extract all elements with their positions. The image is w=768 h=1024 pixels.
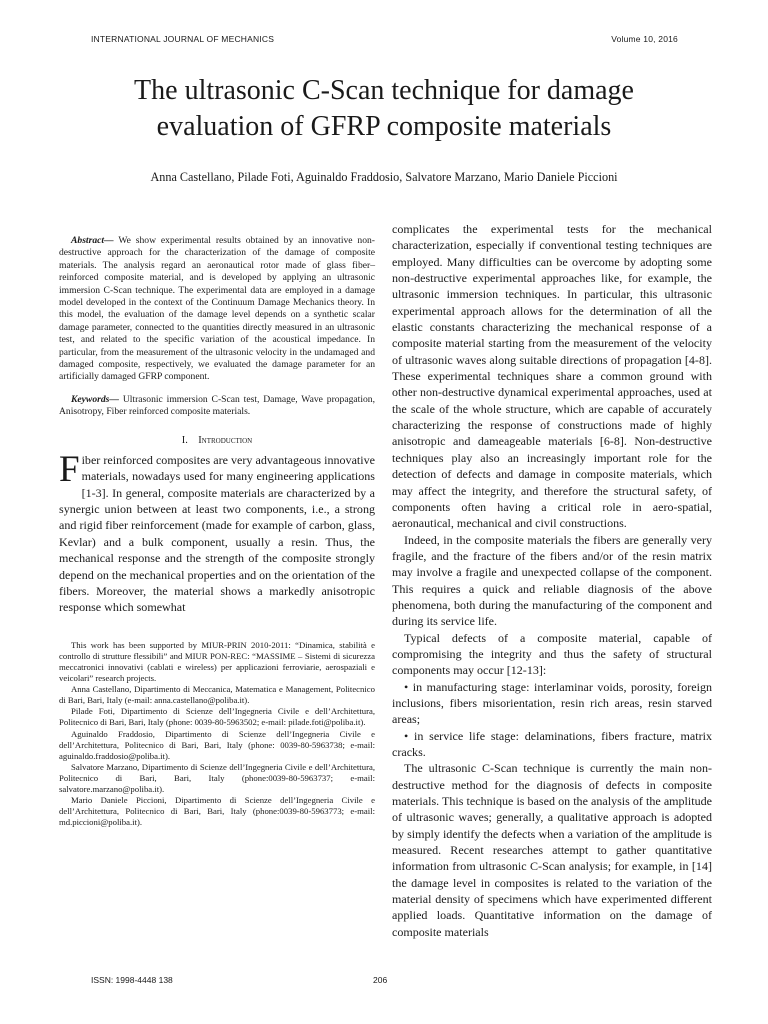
volume-label: Volume 10, 2016 (611, 34, 678, 44)
footnote-funding: This work has been supported by MIUR-PRIN 2010-2011: “Dinamica, stabilità e controllo di strutture flessibili” and MIUR PON-REC: “MASSIME – Sistemi di sicurezza meccatronici innovativi (cablati e wireless) per applicazioni ferroviarie, aerospaziali e veicolari” research projects. (59, 639, 375, 684)
issn-label (91, 975, 173, 985)
running-header (91, 34, 678, 44)
abstract-label: Abstract— (71, 235, 114, 246)
section-heading (59, 435, 375, 446)
footnote-author: Mario Daniele Piccioni, Dipartimento di Scienze dell’Ingegneria Civile e dell’Architettura, Politecnico di Bari, Bari, Italy (phone:0039-80-5963773; e-mail: md.piccioni@poliba.it). (59, 795, 375, 828)
intro-paragraph (59, 448, 375, 616)
author-list: Anna Castellano, Pilade Foti, Aguinaldo Fraddosio, Salvatore Marzano, Mario Daniele Piccioni (150, 170, 618, 184)
body-paragraph: complicates the experimental tests for the mechanical characterization, especially if conventional testing techniques are employed. Many difficulties can be overcome by adopting some non-destructive experimental approaches like, for example, the ultrasonic immersion techniques. In particular, this ultrasonic experimental approach allows for the determination of all the elastic constants characterizing the mechanical response of a composite material starting from the measurement of the velocity of ultrasonic waves along suitable directions of propagation [4-8]. These experimental techniques share a common ground with other non-destructive dynamical experimental approaches, used at the scale of the whole structure, which are capable of accurately characterizing the response of constructions made of highly anisotropic and dameageable materials [6-8]. Non-destructive techniques play also an increasingly important role for the detection of defects and damage in composite materials, which may affect the integrity, and therefore the structural safety, of components often having a critical role in aero-spatial, aeronautical, mechanical and civil constructions. (392, 222, 712, 531)
keywords-label: Keywords— (71, 393, 119, 405)
abstract-text: We show experimental results obtained by an innovative non-destructive approach for the characterization of the damage of composite materials. The analysis regard an aeronautical rotor made of glass fiber–reinforced composite material, and is developed by applying an ultrasonic immersion C-Scan technique. The experimental data are employed in a damage model developed in the context of the Continuum Damage Mechanics theory. In this model, the evaluation of the damage level depends on a synthetic scalar damage parameter, connected to the quantities directly measured in an ultrasonic test, and related to the specific variation of the acoustical impedance. In particular, from the measurement of the ultrasonic velocity in the undamaged and damaged composite, respectively, we evaluated the damage parameter for an artificially damaged GFRP component. (59, 235, 375, 383)
footnote-author: Salvatore Marzano, Dipartimento di Scienze dell’Ingegneria Civile e dell’Architettura, Politecnico di Bari, Bari, Italy (phone:0039-80-5963737; e-mail: salvatore.marzano@poliba.it). (59, 761, 375, 794)
right-column (392, 221, 712, 940)
abstract (59, 235, 375, 384)
bullet-item: • in service life stage: delaminations, fibers fracture, matrix cracks. (392, 728, 712, 759)
page-number: 206 (373, 975, 388, 985)
paper-title (60, 73, 708, 145)
article-number: 138 (158, 975, 173, 985)
body-paragraph: The ultrasonic C-Scan technique is currently the main non-destructive method for the diagnosis of defects in composite materials. This technique is based on the analysis of the amplitude of ultrasonic waves; generally, a qualitative approach is adopted by simply identify the defects when a variation of the amplitude is measured. Recent researches attempt to gather quantitative information from ultrasonic C-Scan analysis; for example, in [14] the damage level in composites is related to the variation of the material density of specimens which have experimented different applied loads. Quantitative information on the damage of composite materials (392, 761, 712, 939)
body-paragraph: Indeed, in the composite materials the fibers are generally very fragile, and the fracture of the fibers and/or of the resin matrix may involve a fragile and unexpected collapse of the component. This requires a quick and reliable diagnosis of the above phenomena, both during the manufacturing of the component and during its service life. (392, 532, 712, 629)
body-paragraph: Typical defects of a composite material, capable of compromising the integrity and thus the safety of structural components may occur [12-13]: (392, 630, 712, 678)
title-line-2: evaluation of GFRP composite materials (156, 111, 612, 142)
footnote-author: Pilade Foti, Dipartimento di Scienze dell’Ingegneria Civile e dell’Architettura, Politecnico di Bari, Bari, Italy (phone: 0039-80-5963502; e-mail: pilade.foti@poliba.it). (59, 706, 375, 728)
footnote-author: Anna Castellano, Dipartimento di Meccanica, Matematica e Management, Politecnico di Bari, Bari, Italy (e-mail: anna.castellano@poliba.it). (59, 684, 375, 706)
footnote-author: Aguinaldo Fraddosio, Dipartimento di Scienze dell’Ingegneria Civile e dell’Architettura, Politecnico di Bari, Bari, Italy (phone: 0039-80-5963738; e-mail: aguinaldo.fraddosio@poliba.it). (59, 728, 375, 761)
intro-text: iber reinforced composites are very advantageous innovative materials, nowadays used for many engineering applications [1-3]. In general, composite materials are characterized by a synergic union between at least two components, i.e., a strong and rigid fiber reinforcement (made for example of carbon, glass, Kevlar) and a bulk component, usually a resin. Thus, the mechanical response and the strength of the composite strongly depend on the mechanical properties and on the orientation of the fibers. Moreover, the material shows a markedly anisotropic response which somewhat (59, 452, 375, 615)
drop-cap: F (59, 448, 80, 490)
footnotes (59, 640, 375, 829)
title-line-1: The ultrasonic C-Scan technique for damage (134, 75, 634, 106)
left-column (59, 220, 375, 828)
section-number: I. (181, 434, 188, 446)
journal-name: INTERNATIONAL JOURNAL OF MECHANICS (91, 34, 275, 44)
keywords-text: Ultrasonic immersion C-Scan test, Damage, Wave propagation, Anisotropy, Fiber reinforced composite materials. (59, 393, 375, 418)
bullet-item: • in manufacturing stage: interlaminar voids, porosity, foreign inclusions, fibers misorientation, resin rich areas, resin starved areas; (392, 679, 712, 727)
issn-number: ISSN: 1998-4448 (91, 975, 157, 985)
keywords (59, 394, 375, 419)
section-title: Introduction (198, 434, 253, 446)
